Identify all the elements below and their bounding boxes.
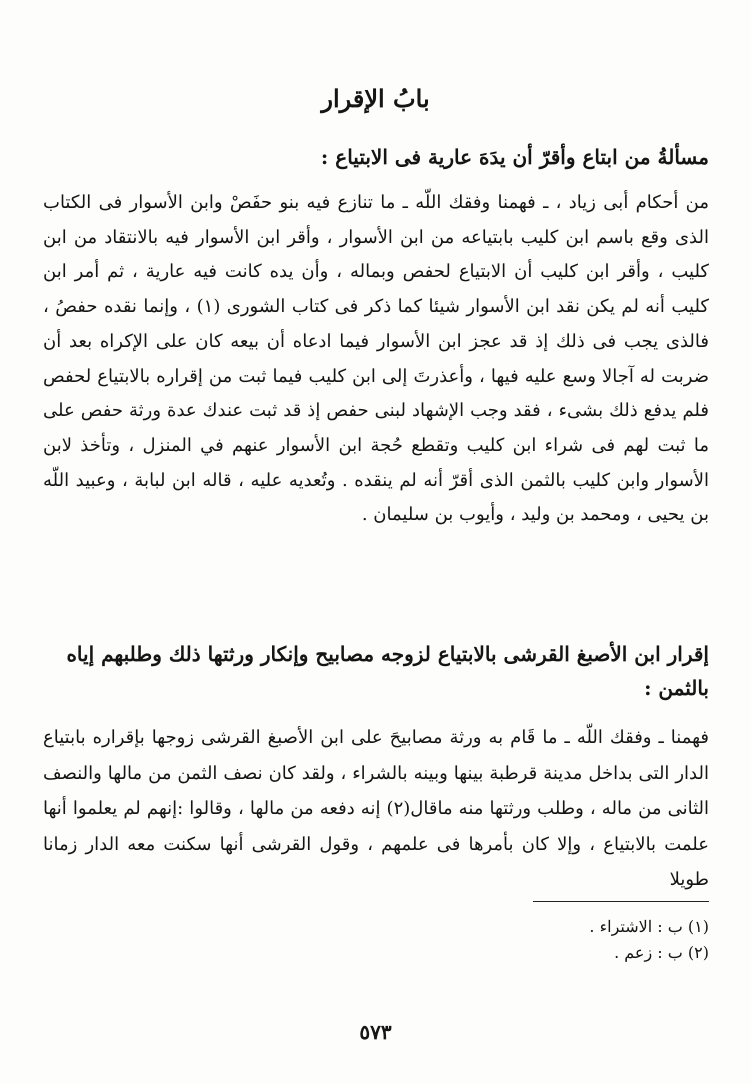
section-2-body: فهمنا ـ وفقك اللّه ـ ما قَام به ورثة مصابيحَ على ابن الأصبغ القرشى زوجها بإقراره بابتياع الدار التى بداخل مدينة قرطبة بينها وبينه بالشراء ، ولقد كان نصف الثمن من مالها والنصف الثانى من ماله ، وطلب ورثتها منه ماقال(٢) إنه دفعه من مالها ، وقالوا :إنهم لم يعلموا أنها علمت بالابتياع ، وإلا كان بأمرها فى علمهم ، وقول القرشى أنها سكنت معه الدار زمانا طويلا <box>43 727 709 890</box>
section-2-heading: إقرار ابن الأصبغ القرشى بالابتياع لزوجه مصابيح وإنكار ورثتها ذلك وطلبهم إياه بالثمن : <box>66 642 709 700</box>
footnote-2: (٢) ب : زعم . <box>614 943 709 962</box>
section-1-body: من أحكام أبى زياد ، ـ فهمنا وفقك اللّه ـ ما تنازع فيه بنو حفَصْ وابن الأسوار فى الكتاب الذى وقع باسم ابن كليب بابتياعه من ابن الأسوار ، وأقر ابن الأسوار فيه بالانتقاد من ابن كليب ، وأقر ابن كليب أن الابتياع لحفص وبماله ، وأن يده كانت فيه عارية ، ثم أمر ابن كليب أنه لم يكن نقد ابن الأسوار شيئا كما ذكر فى كتاب الشورى (١) ، وإنما نقده حفصُ ، فالذى يجب فى ذلك إذ قد عجز ابن الأسوار فيما ادعاه أن بيعه كان على الإكراه بعد أن ضربت له آجالا وسع عليه فيها ، وأعذرتَ إلى ابن كليب فيما ثبت من إقراره بالابتياع لحفص فلم يدفع ذلك بشىء ، فقد وجب الإشهاد لبنى حفص إذ قد ثبت عندك عدة ورثة حفص على ما ثبت لهم فى شراء ابن كليب وتقطع حُجة ابن الأسوار عنهم في المنزل ، وتأخذ لابن الأسوار وابن كليب بالثمن الذى أقرّ أنه لم ينقده . وتُعديه عليه ، قاله ابن لبابة ، وعبيد اللّه بن يحيى ، ومحمد بن وليد ، وأيوب بن سليمان . <box>43 192 709 526</box>
footnote-divider <box>533 901 709 902</box>
section-1-heading: مسألةُ من ابتاع وأقرّ أن يدَهَ عارية فى الابتياع : <box>320 145 709 169</box>
page-number: ٥٧٣ <box>359 1020 392 1044</box>
footnote-1: (١) ب : الاشتراء . <box>589 917 709 936</box>
footnotes <box>309 914 709 966</box>
chapter-title: بابُ الإقرار <box>321 84 430 113</box>
